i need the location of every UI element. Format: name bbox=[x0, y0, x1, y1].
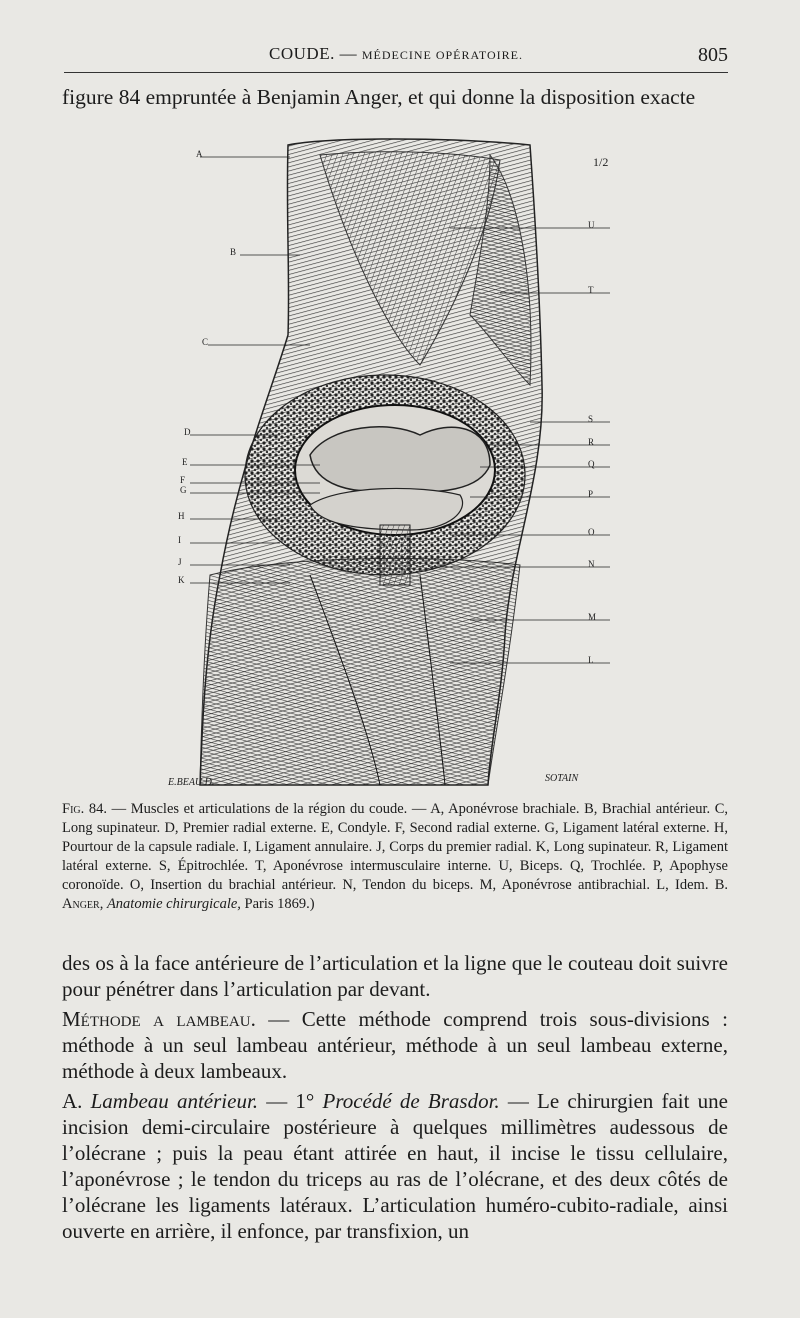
intro-line: figure 84 empruntée à Benjamin Anger, et qui donne la disposition exacte bbox=[62, 85, 696, 109]
header-rule bbox=[64, 72, 728, 73]
label-P: P bbox=[588, 489, 594, 499]
label-G: G bbox=[180, 485, 187, 495]
caption-place: Paris 1869.) bbox=[244, 896, 315, 912]
label-U: U bbox=[588, 220, 595, 230]
label-Q: Q bbox=[588, 459, 595, 469]
label-E: E bbox=[182, 457, 188, 467]
label-R: R bbox=[588, 437, 595, 447]
caption-text: Muscles et articulations de la région du coude. — A, Aponévrose brachiale. B, Brachial antérieur. C, Long supinateur. D, Premier radial externe. E, Condyle. F, Second radial externe. G, Ligament latéral externe. H, Pourtour de la capsule radiale. I, Ligament annulaire. J, Corps du premier radial. K, Long supinateur. R, Ligament latéral externe. S, Épitrochlée. T, Aponévrose intermusculaire interne. U, Biceps. Q, Trochlée. P, Apophyse coronoïde. O, Insertion du brachial antérieur. N, Tendon du biceps. M, Aponévrose antibrachial. L, Idem. bbox=[62, 801, 728, 893]
label-H: H bbox=[178, 511, 185, 521]
elbow-engraving bbox=[190, 135, 610, 795]
label-C: C bbox=[202, 337, 209, 347]
figure-caption bbox=[62, 800, 728, 914]
running-title-sub: MÉDECINE OPÉRATOIRE. bbox=[361, 48, 523, 62]
label-T: T bbox=[588, 285, 594, 295]
procedure-text: — Le chirurgien fait une incision demi-circulaire postérieure à quelques millimètres audessous de l’olécrane ; puis la peau étant attirée en haut, il incise le tissu cellulaire, l’aponévrose ; le tendon du triceps au ras de l’olécrane, et des deux côtés de l’olécrane les ligaments latéraux. L’articulation huméro-cubito-radiale, ainsi ouverte en arrière, il enfonce, par transfixion, un bbox=[62, 1089, 728, 1243]
label-F: F bbox=[180, 475, 186, 485]
procedure-number: — 1° bbox=[258, 1089, 323, 1113]
procedure-name: Procédé de Brasdor. bbox=[322, 1089, 500, 1113]
figure-scale: 1/2 bbox=[593, 155, 609, 169]
artist-credit: SOTAIN bbox=[545, 773, 579, 784]
body-text bbox=[62, 950, 728, 1248]
label-J: J bbox=[178, 557, 182, 567]
label-M: M bbox=[588, 612, 597, 622]
label-S: S bbox=[588, 414, 594, 424]
section-letter: A. bbox=[62, 1089, 91, 1113]
running-title bbox=[64, 44, 728, 64]
running-head bbox=[64, 44, 728, 74]
label-O: O bbox=[588, 527, 595, 537]
label-K: K bbox=[178, 575, 185, 585]
caption-work: Anatomie chirurgicale, bbox=[106, 896, 241, 912]
caption-author: B. Anger, bbox=[62, 877, 729, 912]
running-title-main: COUDE. — bbox=[269, 44, 358, 63]
flap-heading: Lambeau antérieur. bbox=[90, 1089, 259, 1113]
label-N: N bbox=[588, 559, 595, 569]
method-heading: Méthode a lambeau. bbox=[62, 1007, 256, 1031]
paragraph-3 bbox=[62, 1088, 728, 1244]
label-I: I bbox=[178, 535, 181, 545]
label-L: L bbox=[588, 655, 594, 665]
caption-lead: Fig. 84. — bbox=[62, 801, 127, 817]
label-A: A bbox=[196, 149, 203, 159]
label-B: B bbox=[230, 247, 237, 257]
engraver-credit: E.BEAU D. bbox=[168, 777, 215, 788]
page-number: 805 bbox=[698, 44, 728, 66]
paragraph-2 bbox=[62, 1006, 728, 1084]
method-text: — Cette méthode comprend trois sous-divisions : méthode à un seul lambeau antérieur, méthode à un seul lambeau externe, méthode à deux lambeaux. bbox=[62, 1007, 729, 1083]
paragraph-1: des os à la face antérieure de l’articulation et la ligne que le couteau doit suivre pour pénétrer dans l’articulation par devant. bbox=[62, 951, 728, 1001]
anatomical-figure bbox=[168, 135, 610, 795]
label-D: D bbox=[184, 427, 191, 437]
